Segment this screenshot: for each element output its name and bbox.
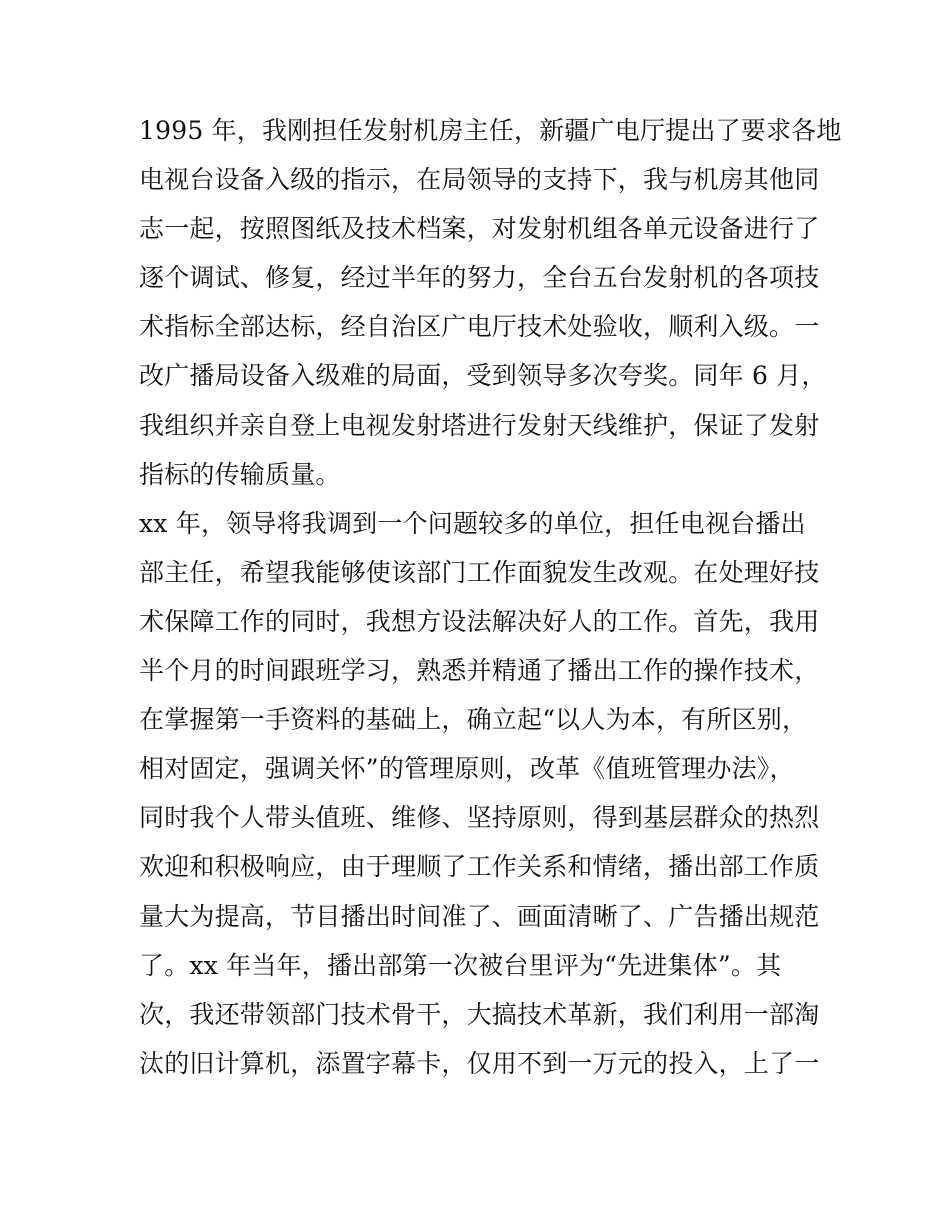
- text-line: 同时我个人带头值班、维修、坚持原则，得到基层群众的热烈: [139, 803, 820, 833]
- text-line: 部主任，希望我能够使该部门工作面貌发生改观。在处理好技: [139, 557, 820, 587]
- text-line: 术保障工作的同时，我想方设法解决好人的工作。首先，我用: [139, 606, 820, 636]
- text-line: 电视台设备入级的指示，在局领导的支持下，我与机房其他同: [139, 165, 820, 195]
- text-line: 我组织并亲自登上电视发射塔进行发射天线维护，保证了发射: [139, 410, 820, 440]
- text-line: 在掌握第一手资料的基础上，确立起“以人为本，有所区别，: [139, 705, 808, 735]
- text-line: 了。xx 年当年，播出部第一次被台里评为“先进集体”。其: [139, 950, 782, 980]
- text-line: 汰的旧计算机，添置字幕卡，仅用不到一万元的投入，上了一: [139, 1048, 820, 1078]
- text-line: 1995 年，我刚担任发射机房主任，新疆广电厅提出了要求各地: [139, 116, 842, 145]
- text-line: 欢迎和积极响应，由于理顺了工作关系和情绪，播出部工作质: [139, 852, 820, 882]
- body-text: [139, 106, 842, 1088]
- text-line: 逐个调试、修复，经过半年的努力，全台五台发射机的各项技: [139, 263, 820, 293]
- text-line: 次，我还带领部门技术骨干，大搞技术革新，我们利用一部淘: [139, 999, 820, 1029]
- text-line: 改广播局设备入级难的局面，受到领导多次夸奖。同年 6 月，: [139, 361, 827, 391]
- text-line: 志一起，按照图纸及技术档案，对发射机组各单元设备进行了: [139, 214, 820, 244]
- text-line: xx 年，领导将我调到一个问题较多的单位，担任电视台播出: [139, 508, 806, 538]
- text-line: 相对固定，强调关怀”的管理原则，改革《值班管理办法》，: [139, 754, 795, 784]
- text-line: 半个月的时间跟班学习，熟悉并精通了播出工作的操作技术，: [139, 656, 820, 686]
- text-line: 术指标全部达标，经自治区广电厅技术处验收，顺利入级。一: [139, 312, 820, 342]
- text-line: 指标的传输质量。: [139, 459, 341, 489]
- text-line: 量大为提高，节目播出时间准了、画面清晰了、广告播出规范: [139, 901, 820, 931]
